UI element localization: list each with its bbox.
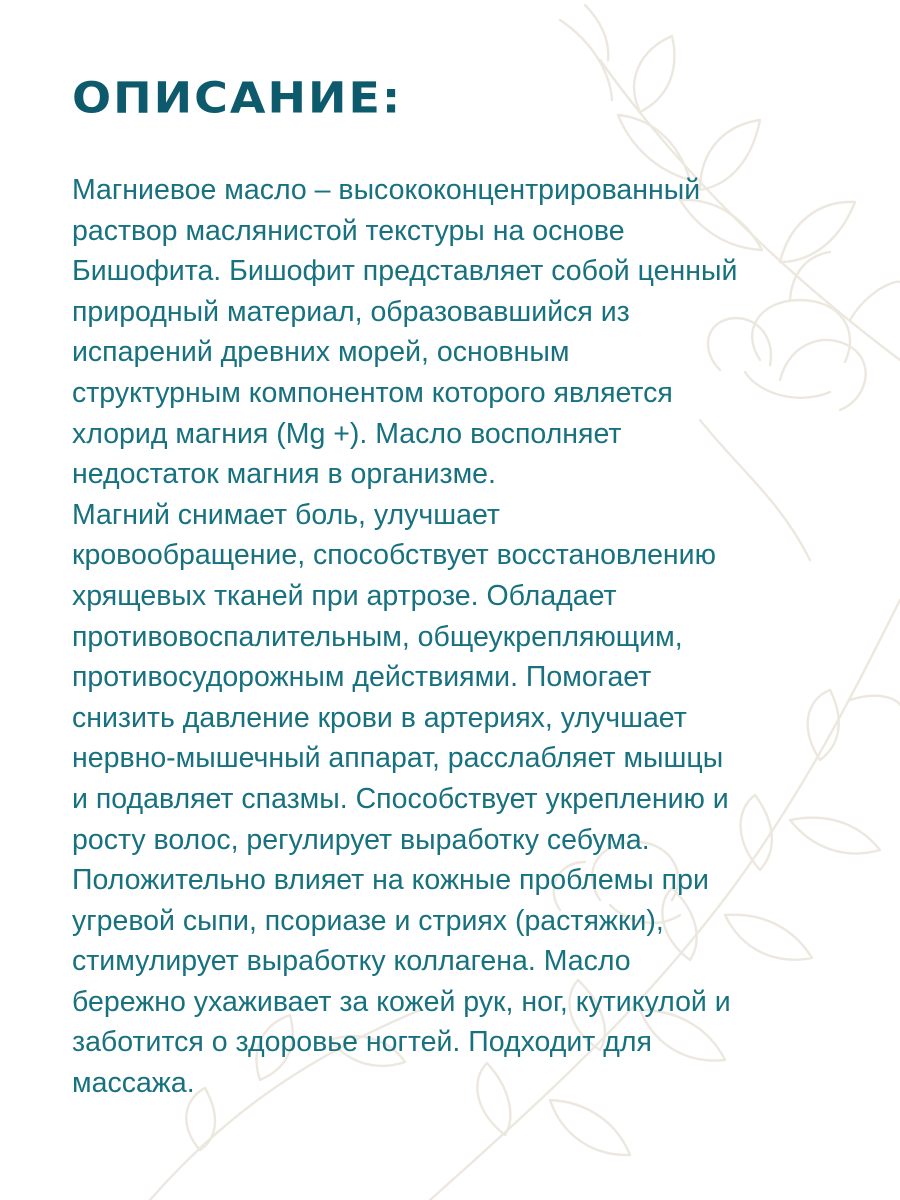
description-line: снизить давление крови в артериях, улучшает	[72, 701, 687, 734]
description-line: недостаток магния в организме.	[72, 458, 496, 491]
page-title: ОПИСАНИЕ:	[72, 72, 403, 123]
description-line: Бишофита. Бишофит представляет собой ценный	[72, 255, 738, 288]
description-text	[72, 170, 872, 1104]
description-line: хлорид магния (Mg +). Масло восполняет	[72, 417, 622, 450]
description-line: противовоспалительным, общеукрепляющим,	[72, 620, 683, 653]
description-line: массажа.	[72, 1067, 195, 1100]
description-line: Магниевое масло – высококонцентрированный	[72, 174, 701, 206]
description-line: противосудорожным действиями. Помогает	[72, 661, 652, 694]
description-line: Магний снимает боль, улучшает	[72, 498, 500, 531]
description-line: кровообращение, способствует восстановлению	[72, 539, 716, 572]
description-line: хрящевых тканей при артрозе. Обладает	[72, 579, 617, 612]
description-line: раствор маслянистой текстуры на основе	[72, 214, 625, 247]
description-line: и подавляет спазмы. Способствует укреплению и	[72, 782, 729, 815]
description-line: заботится о здоровье ногтей. Подходит для	[72, 1026, 652, 1059]
description-line: испарений древних морей, основным	[72, 336, 570, 369]
description-line: структурным компонентом которого является	[72, 376, 673, 409]
description-line: стимулирует выработку коллагена. Масло	[72, 945, 631, 978]
description-line: бережно ухаживает за кожей рук, ног, кутикулой и	[72, 985, 731, 1018]
description-line: угревой сыпи, псориазе и стриях (растяжки),	[72, 904, 664, 937]
description-line: росту волос, регулирует выработку себума.	[72, 823, 650, 856]
description-line: природный материал, образовавшийся из	[72, 295, 630, 328]
description-line: Положительно влияет на кожные проблемы при	[72, 864, 709, 897]
description-line: нервно-мышечный аппарат, расслабляет мышцы	[72, 742, 724, 775]
